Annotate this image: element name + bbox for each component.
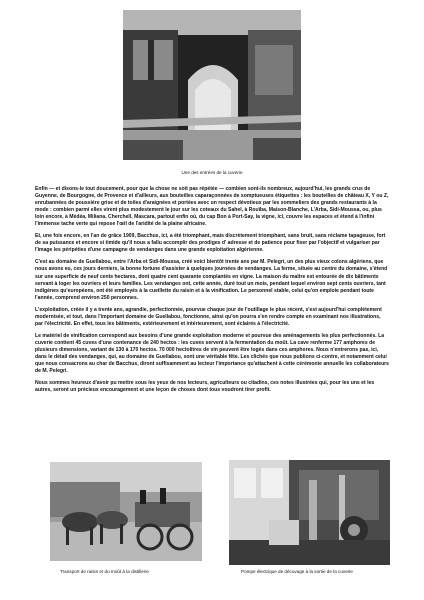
article-body (35, 186, 389, 399)
article-paragraph: C'est au domaine de Guellabou, entre l'Arba et Sidi-Moussa, créé voici bientôt trente ans par M. Pelegri, un des plus vieux colons algériens, que nous avons eu, ces jours derniers, la bonne fortune d'assister à quelques journées de vendanges. La ferme, située au centre du domaine, s'étend sur une superficie de neuf cents hectares, dont quatre cent quarante complantés en vigne. La maison du maître est entourée de dix bâtiments servant à loger les ouvriers et leurs familles. Les vendanges ont, cette année, duré tout un mois, pendant lequel environ sept cents ouvriers, tant indigènes qu'européens, ont été employés à la cueillette du raisin et à la vinification. Le personnel stable, celui qu'on emploie pendant toute l'année, comprend environ 250 personnes. (35, 259, 388, 301)
article-paragraph: Le matériel de vinification correspond aux besoins d'une grande exploitation moderne et pourvue des aménagements les plus perfectionnés. La cuverie contient 45 cuves d'une contenance de 240 hectos : les cuves servent à la fermentation du moût. La cave renferme 177 amphores de plusieurs dimensions, variant de 130 à 170 hectos. 70 000 hectolitres de vin peuvent être logés dans ces amphores. Nous n'entrerons pas, ici, dans le détail des vendanges, qui, au domaine de Guellabou, sont une véritable fête. Les clichés que nous publions ci-contre, et notamment celui que nous consacrons au char de Bacchus, diront suffisamment au lecteur l'importance qu'attachent à cette cérémonie annuelle les collaborateurs de M. Pelegri. (35, 332, 389, 375)
top-figure-caption: Une des entrées de la cuverie (181, 170, 243, 175)
article-paragraph: Enfin — et disons-le tout doucement, pour que la chose ne soit pas répétée — combien sont-ils nombreux, aujourd'hui, les grands crus de Guyenne, de Bourgogne, de Provence et d'ailleurs, aux bouteilles caparaçonnées de somptueuses étiquettes : les bouteilles de château X, Y ou Z, enrubannées de poussière grise et de toiles d'araignées et portées avec un respect dévotieux par les sommeliers des grands restaurants à la mode : combien parmi elles virent plus modestement le jour sur les coteaux du Sahel, à Rouïba, Maison-Blanche, L'Arba, Sidi-Moussa, ou, plus loin encore, à Médéa, Miliana, Cherchell, Mascara, partout enfin où, du cap Bon à Port-Say, la vigne, ici, couvre les espaces et étend à l'infini l'immense tache verte qui repose l'œil de l'aridité de la plaine africaine. (35, 186, 389, 228)
archway-photo (123, 10, 301, 160)
article-paragraph: L'exploitation, créée il y a trente ans, agrandie, perfectionnée, pourvue chaque jour de l'outillage le plus récent, s'est aujourd'hui complètement modernisée, et tout, dans l'important domaine de Guellabou, fonctionne, ainsi qu'on pourra s'en rendre compte en examinant nos illustrations, par l'électricité. En effet, tous les bâtiments, extérieurement et intérieurement, sont éclairés à l'électricité. (35, 306, 382, 327)
horse-cart-photo (50, 462, 202, 561)
bottom-right-figure-caption: Pompe électrique de décuvage à la sortie de la cuverie (241, 569, 353, 574)
article-paragraph: Nous sommes heureux d'avoir pu mettre sous les yeux de nos lecteurs, agriculteurs ou citadins, ces notes illustrées qui, pour les uns et les autres, seront un précieux encouragement et une leçon de choses dont tous voudront tirer profit. (35, 380, 375, 394)
pump-machinery-photo (229, 460, 390, 565)
article-paragraph: Et, une fois encore, en l'an de grâce 1909, Bacchus, ici, a été triomphant, mais discrètement triomphant, sans bruit, sans réclame tapageuse, fort de sa puissance et encore si timide qu'il nous a fallu accomplir des prodiges d' adresse et de patience pour fixer par l'objectif et vulgariser par l'image les péripéties d'une campagne de vendanges dans une grande exploitation algérienne. (35, 233, 386, 254)
bottom-left-figure-caption: Transport de raisin et du moût à la distillerie (60, 569, 149, 574)
